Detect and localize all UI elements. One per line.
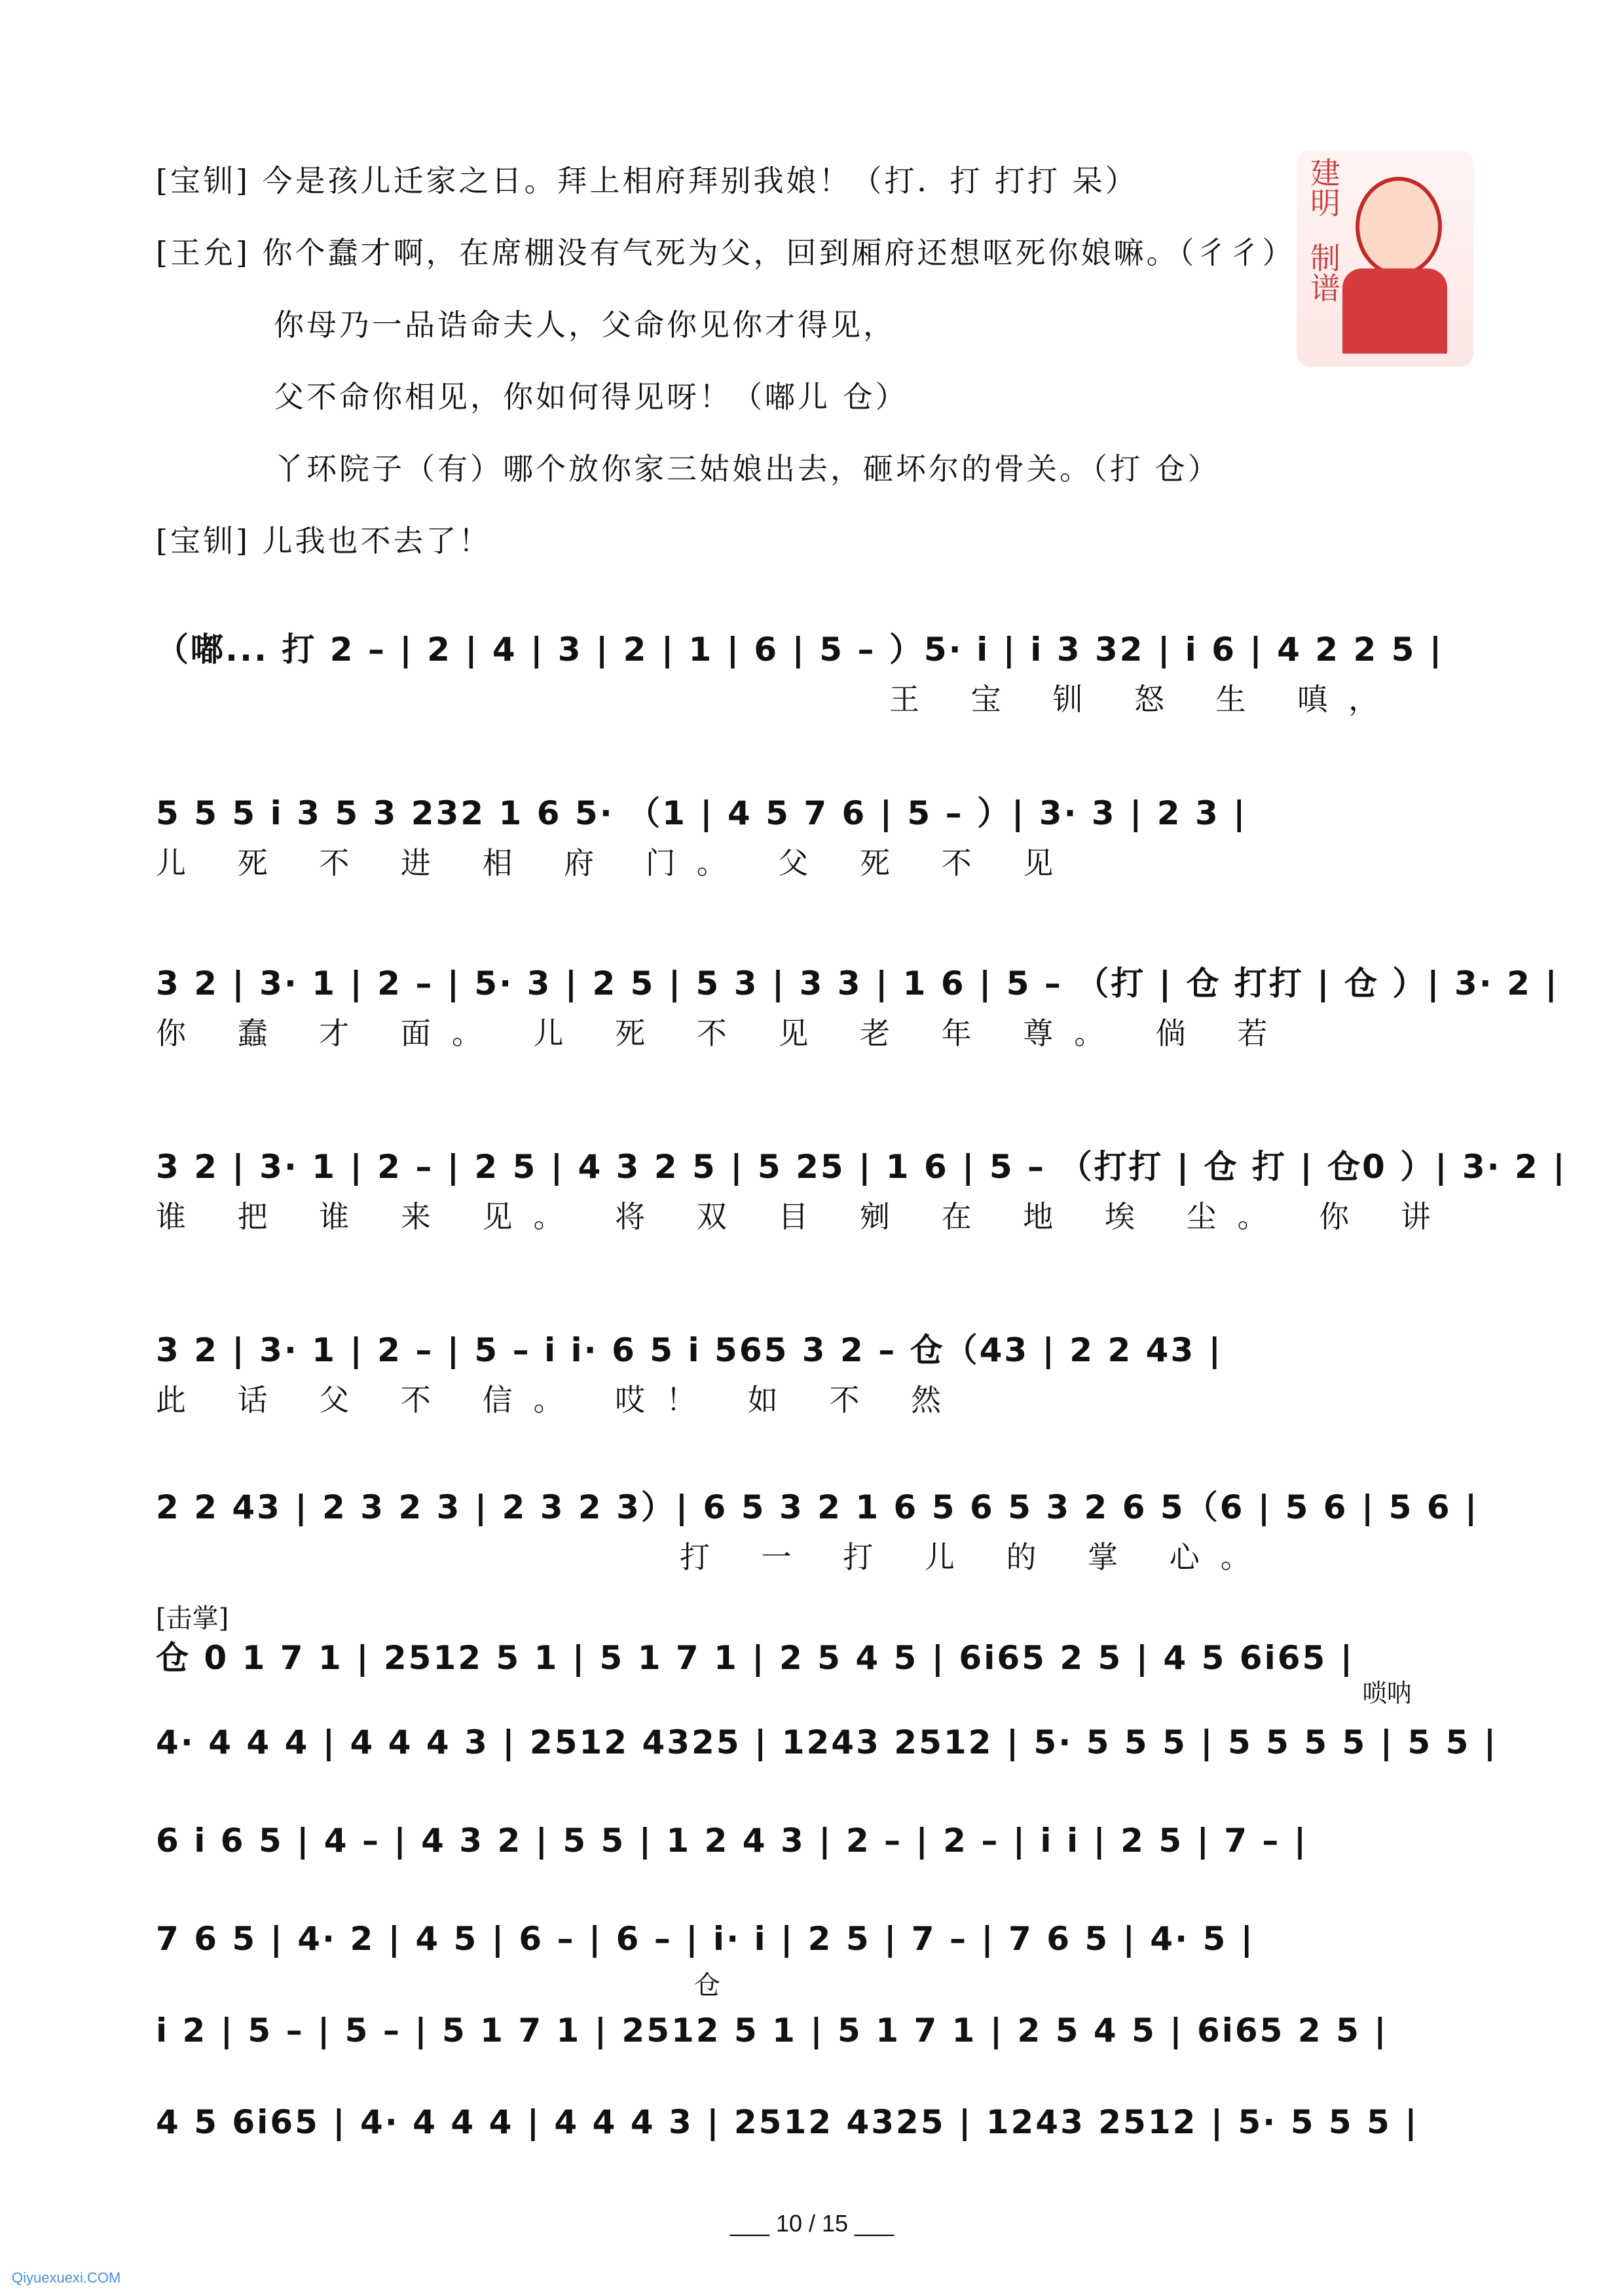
music-system-10 [156,1912,1479,1964]
music-system-11 [156,2004,1479,2056]
notation-line [156,2095,1479,2148]
dialogue-line-4: 父不命你相见，你如何得见呀！（嘟儿 仓） [274,379,908,414]
lyrics-line: 你 蠢 才 面。 儿 死 不 见 老 年 尊。 倘 若 [156,1016,1289,1051]
music-system-7 [156,1624,1479,1676]
notation-line [156,1716,1498,1768]
notation-line [156,615,1479,668]
suona-annotation: 唢呐 [1362,1679,1412,1708]
notation-text: 7 6 5 | 4· 2 | 4 5 | 6 – | 6 – | i· i | 2 5 | 7 – | 7 6 5 | 4· 5 | [156,1920,1255,1958]
music-system-6 [156,1473,1479,1586]
lyrics-line: 谁 把 谁 来 见。 将 双 目 剜 在 地 埃 尘。 你 讲 [156,1199,1452,1234]
notation-line [156,779,1479,832]
page-number: ___ 10 / 15 ___ [729,2210,895,2237]
music-system-8 [156,1716,1498,1768]
notation-text: i 2 | 5 – | 5 – | 5 1 7 1 | 2512 5 1 | 5 1 7 1 | 2 5 4 5 | 6i65 2 5 | [156,2011,1388,2049]
watermark: Qiyuexuexi.COM [12,2269,121,2286]
cang-annotation: 仓 [694,1970,720,2000]
notation-line [156,1624,1479,1676]
notation-text: 2 2 43 | 2 3 2 3 | 2 3 2 3）| 6 5 3 2 1 6 5 6 5 3 2 6 5（6 | 5 6 | 5 6 | [156,1488,1479,1526]
music-system-9 [156,1814,1479,1866]
lyrics-line: 此 话 父 不 信。 哎！ 如 不 然 [156,1382,962,1418]
music-system-5 [156,1316,1479,1429]
notation-text: 4· 4 4 4 | 4 4 4 3 | 2512 4325 | 1243 2512 | 5· 5 5 5 | 5 5 5 5 | 5 5 | [156,1723,1498,1761]
notation-text: （嘟... 打 2 – | 2 | 4 | 3 | 2 | 1 | 6 | 5 – ）5· i | i 3 32 | i 6 | 4 2 2 5 | [156,631,1444,669]
music-system-12 [156,2095,1479,2148]
lyrics-line: 打 一 打 儿 的 掌 心。 [680,1539,1272,1575]
music-system-1 [156,615,1479,728]
lyrics-line: 王 宝 钏 怒 生 嗔， [889,682,1400,717]
notation-line [156,1814,1479,1866]
notation-text: 3 2 | 3· 1 | 2 – | 2 5 | 4 3 2 5 | 5 25 | 1 6 | 5 – （打打 | 仓 打 | 仓0 ）| 3· 2 | [156,1148,1567,1186]
notation-text: 6 i 6 5 | 4 – | 4 3 2 | 5 5 | 1 2 4 3 | 2 – | 2 – | i i | 2 5 | 7 – | [156,1822,1308,1860]
dialogue-line-3: 你母乃一品诰命夫人，父命你见你才得见， [274,307,896,342]
dialogue-line-5: 丫环院子（有）哪个放你家三姑娘出去，砸坏尔的骨关。（打 仓） [274,451,1221,487]
notation-line [156,2004,1479,2056]
stamp-text-2: 制谱 [1306,242,1341,303]
dialogue-line-2: [王允] 你个蠢才啊，在席棚没有气死为父，回到厢府还想呕死你娘嘛。（彳彳） [156,235,1295,270]
clap-annotation: [击掌] [156,1604,229,1634]
notation-text: 3 2 | 3· 1 | 2 – | 5 – i i· 6 5 i 565 3 2 – 仓（43 | 2 2 43 | [156,1331,1223,1369]
notation-text: 3 2 | 3· 1 | 2 – | 5· 3 | 2 5 | 5 3 | 3 3 | 1 6 | 5 – （打 | 仓 打打 | 仓 ）| 3· 2 | [156,964,1559,1002]
notation-line [156,1912,1479,1964]
opera-figure-stamp [1297,151,1473,367]
dialogue-line-1: [宝钏] 今是孩儿迁家之日。拜上相府拜别我娘！（打．打 打打 呆） [156,163,1138,198]
figure-robe [1342,268,1447,354]
notation-text: 4 5 6i65 | 4· 4 4 4 | 4 4 4 3 | 2512 4325 | 1243 2512 | 5· 5 5 5 | [156,2103,1419,2141]
music-system-3 [156,949,1559,1062]
music-system-2 [156,779,1479,892]
figure-face [1356,177,1442,276]
dialogue-line-6: [宝钏] 儿我也不去了！ [156,523,492,559]
notation-line [156,1133,1567,1186]
notation-text: 5 5 5 i 3 5 3 232 1 6 5· （1 | 4 5 7 6 | 5 – ）| 3· 3 | 2 3 | [156,794,1247,832]
notation-text: 仓 0 1 7 1 | 2512 5 1 | 5 1 7 1 | 2 5 4 5 | 6i65 2 5 | 4 5 6i65 | [156,1639,1354,1677]
stamp-text-1: 建明 [1306,157,1341,217]
notation-line [156,1316,1479,1368]
music-system-4 [156,1133,1567,1245]
notation-line [156,949,1559,1002]
notation-line [156,1473,1479,1526]
lyrics-line: 儿 死 不 进 相 府 门。 父 死 不 见 [156,845,1075,881]
